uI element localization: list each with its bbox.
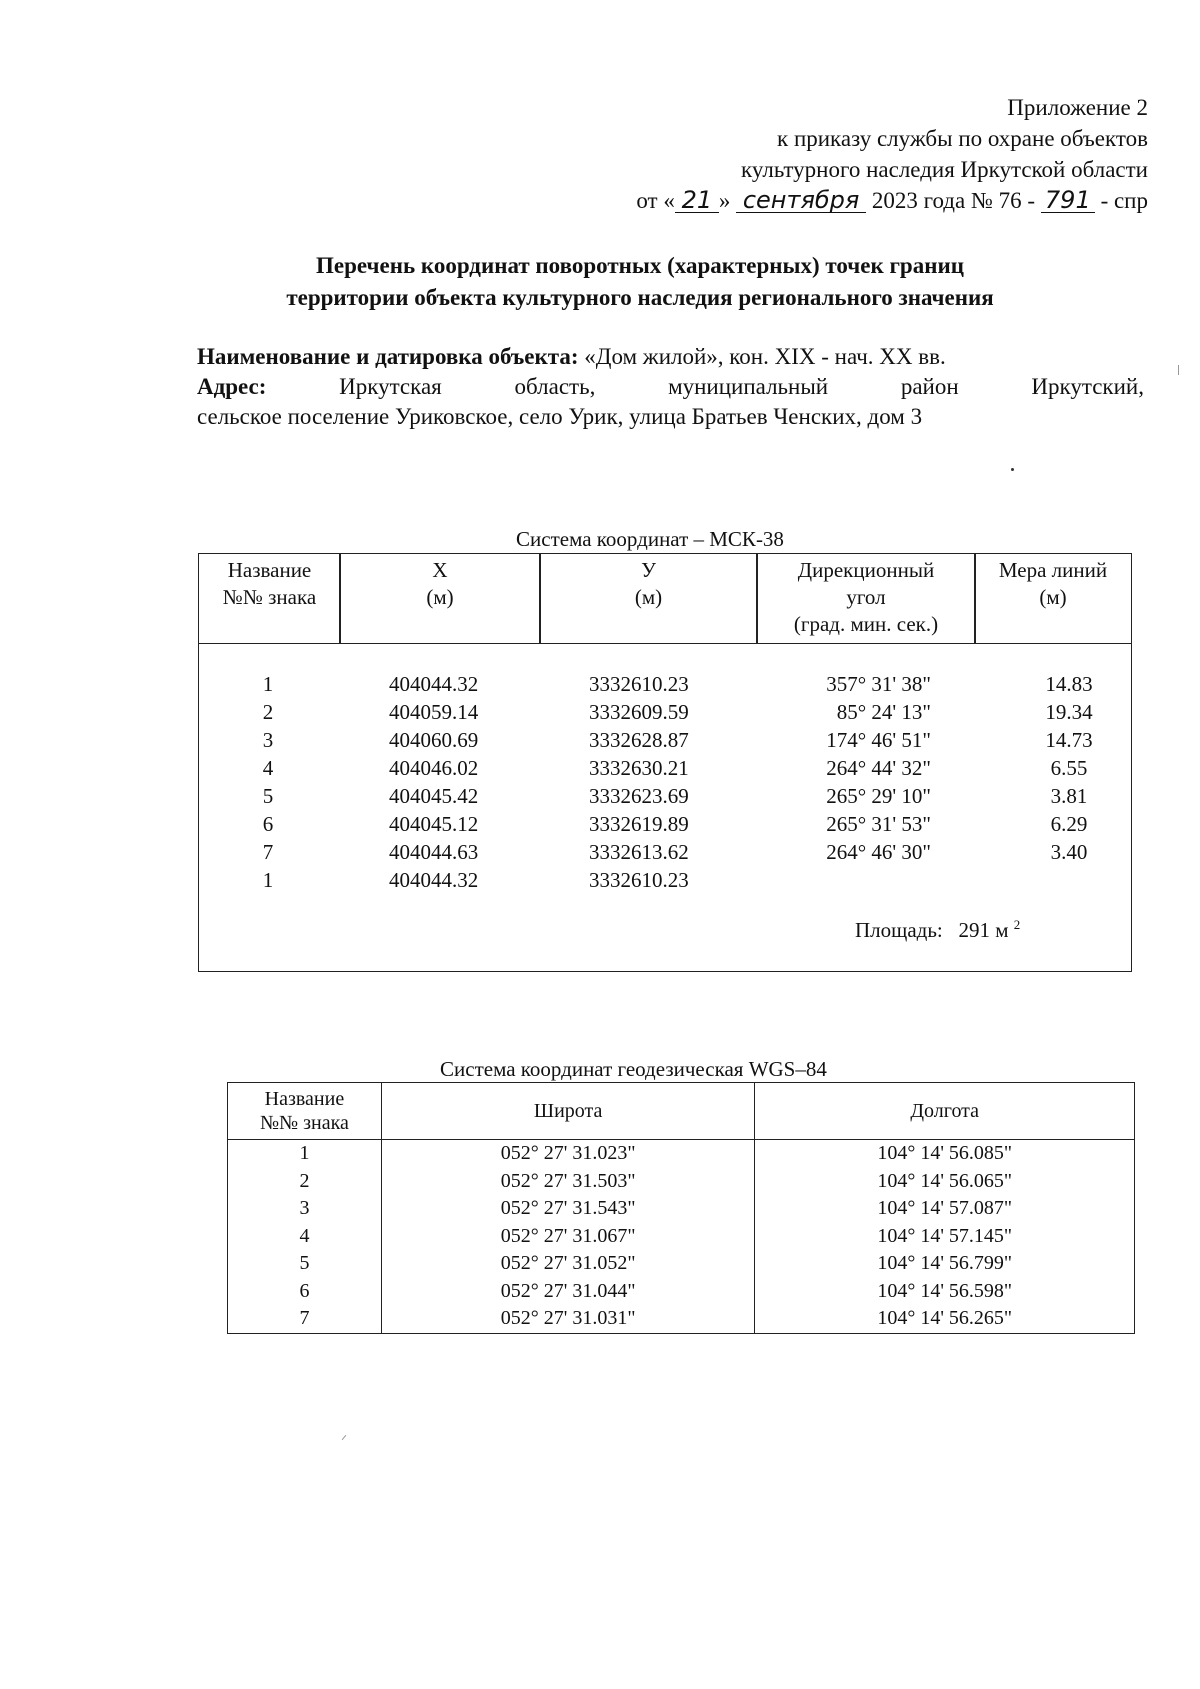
table-row: 1 404044.32 3332610.23 xyxy=(262,868,689,892)
header-divider xyxy=(539,554,541,643)
table-row: 6 404045.12 3332619.89 265° 31' 53" 6.29 xyxy=(262,812,1088,836)
table-row: 7 404044.63 3332613.62 264° 46' 30" 3.40 xyxy=(262,840,1088,864)
stray-pen-mark xyxy=(342,1435,347,1440)
appendix-number: Приложение 2 xyxy=(1007,95,1148,120)
header-x: X (м) xyxy=(426,558,454,609)
table-row: 4 404046.02 3332630.21 264° 44' 32" 6.55 xyxy=(262,756,1088,780)
table-row: 2 052° 27' 31.503" 104° 14' 56.065" xyxy=(228,1168,1135,1196)
header-length: Мера линий (м) xyxy=(998,558,1108,609)
table-row: 1 404044.32 3332610.23 357° 31' 38" 14.83 xyxy=(262,672,1093,696)
object-name-value: «Дом жилой», кон. XIX - нач. XX вв. xyxy=(584,344,946,369)
table-row: 7 052° 27' 31.031" 104° 14' 56.265" xyxy=(228,1305,1135,1333)
handwritten-order-number: 791 xyxy=(1041,188,1095,213)
header-y: У (м) xyxy=(634,558,663,609)
object-name-line xyxy=(197,342,1144,372)
wgs84-caption: Система координат геодезическая WGS–84 xyxy=(440,1057,827,1081)
table-row: 6 052° 27' 31.044" 104° 14' 56.598" xyxy=(228,1278,1135,1306)
header-divider xyxy=(339,554,341,643)
appendix-order-line: к приказу службы по охране объектов xyxy=(777,126,1148,151)
wgs84-header-row xyxy=(228,1083,1135,1140)
order-date-line: от « 21 » сентября 2023 года № 76 - 791 - спр xyxy=(636,186,1148,214)
header-divider xyxy=(756,554,758,643)
header-angle: Дирекционный угол (град. мин. сек.) xyxy=(793,558,939,636)
header-point-name: Название №№ знака xyxy=(228,1083,382,1140)
header-point-name: Название №№ знака xyxy=(222,558,317,609)
wgs84-table xyxy=(227,1082,1135,1334)
msk38-table-header xyxy=(199,554,1131,644)
table-row: 3 404060.69 3332628.87 174° 46' 51" 14.73 xyxy=(262,728,1093,752)
document-title: Перечень координат поворотных (характерных) точек границ территории объекта культурного наследия регионального значения xyxy=(286,253,994,310)
area-value: 291 м xyxy=(958,918,1009,942)
area-label: Площадь: xyxy=(855,918,943,942)
table-row: 2 404059.14 3332609.59 85° 24' 13" 19.34 xyxy=(262,700,1093,724)
handwritten-day: 21 xyxy=(675,188,719,213)
area-unit-exponent: 2 xyxy=(1013,917,1021,932)
table-row: 3 052° 27' 31.543" 104° 14' 57.087" xyxy=(228,1195,1135,1223)
msk38-table xyxy=(198,553,1132,972)
header-longitude: Долгота xyxy=(755,1083,1135,1140)
address-label: Адрес: xyxy=(197,374,267,399)
object-info xyxy=(197,342,1144,432)
header-divider xyxy=(974,554,976,643)
msk38-table-body xyxy=(199,670,1131,894)
stray-dot xyxy=(1011,468,1014,471)
address-line-1: Адрес: Иркутская область, муниципальный район Иркутский, xyxy=(197,372,1144,402)
table-row: 5 052° 27' 31.052" 104° 14' 56.799" xyxy=(228,1250,1135,1278)
msk38-caption: Система координат – МСК-38 xyxy=(516,527,784,551)
address-line-2: сельское поселение Уриковское, село Урик, улица Братьев Ченских, дом 3 xyxy=(197,404,923,429)
object-name-label: Наименование и датировка объекта: xyxy=(197,344,579,369)
appendix-header xyxy=(636,92,1148,216)
header-latitude: Широта xyxy=(381,1083,755,1140)
appendix-service-line: культурного наследия Иркутской области xyxy=(741,157,1148,182)
table-row: 1 052° 27' 31.023" 104° 14' 56.085" xyxy=(228,1140,1135,1168)
handwritten-month: сентября xyxy=(736,188,866,213)
area-summary xyxy=(855,917,1020,943)
margin-mark xyxy=(1178,365,1183,375)
table-row: 4 052° 27' 31.067" 104° 14' 57.145" xyxy=(228,1223,1135,1251)
table-row: 5 404045.42 3332623.69 265° 29' 10" 3.81 xyxy=(262,784,1088,808)
